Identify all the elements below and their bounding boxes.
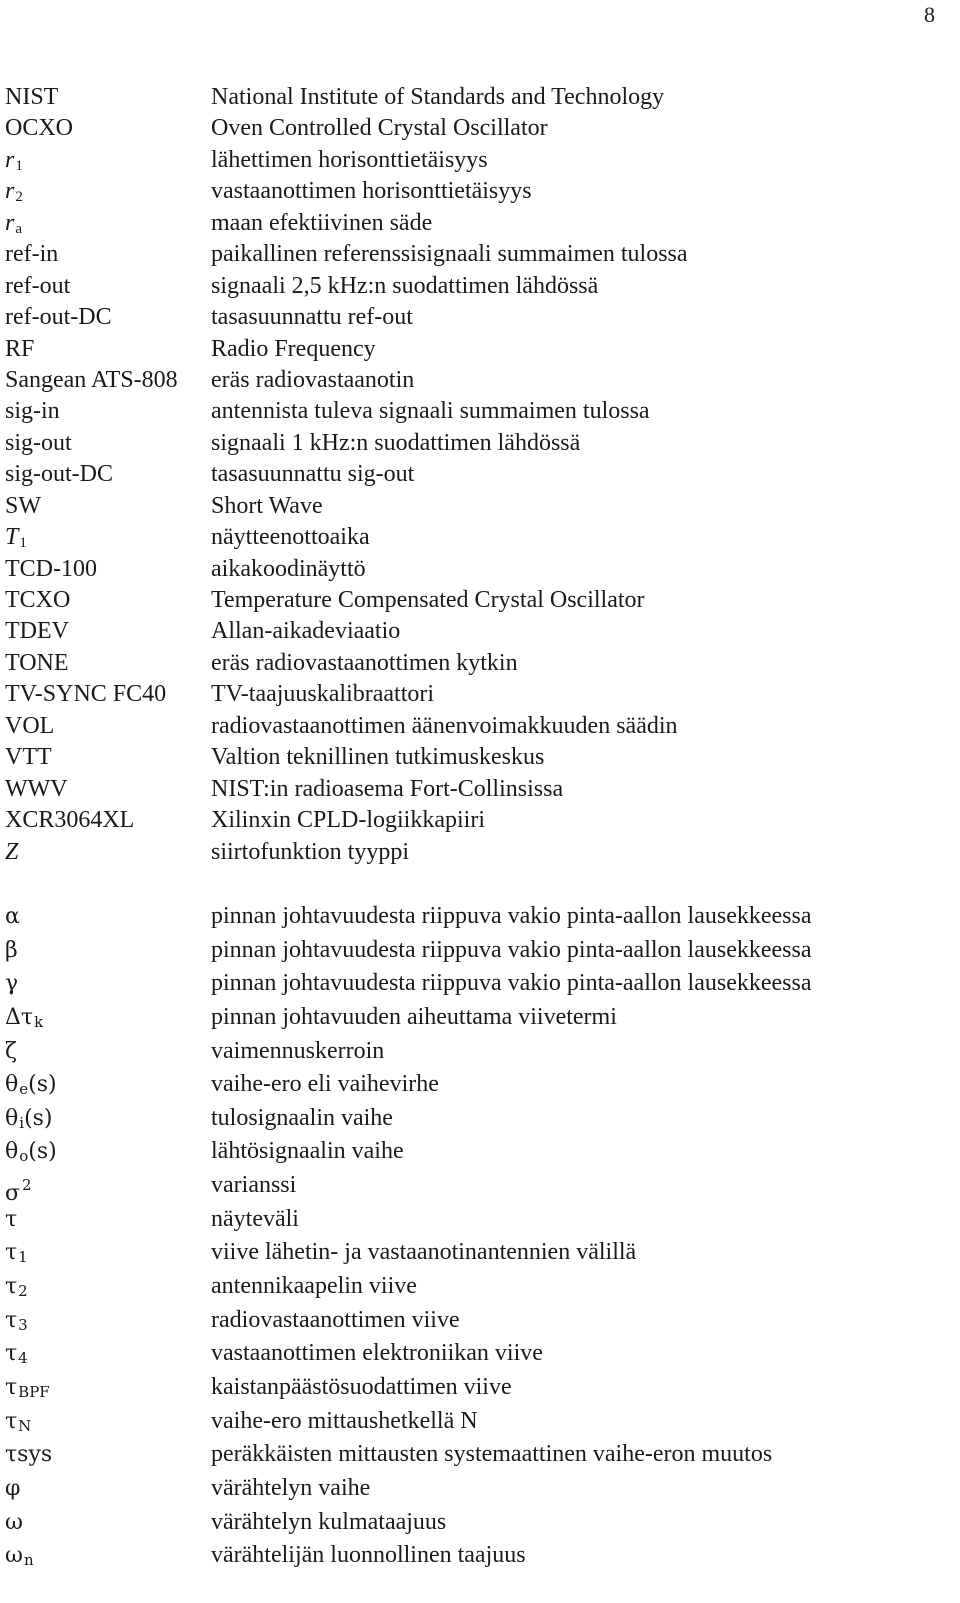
abbreviation-definition: radiovastaanottimen äänenvoimakkuuden säädin (211, 712, 678, 739)
symbol-term (5, 934, 18, 968)
symbol-definition: pinnan johtavuuden aiheuttama viivetermi (211, 1003, 617, 1030)
superscript: 2 (22, 1176, 32, 1195)
abbreviation-definition: vastaanottimen horisonttietäisyys (211, 178, 532, 205)
list-item (5, 1001, 945, 1035)
abbreviation-definition: Oven Controlled Crystal Oscillator (211, 115, 548, 142)
symbol-definition: vastaanottimen elektroniikan viive (211, 1340, 543, 1367)
variable-symbol: r (5, 178, 15, 205)
abbreviation-definition: näytteenottoaika (211, 524, 370, 551)
symbol-list (5, 900, 945, 1573)
variable-symbol: Z (5, 838, 19, 865)
greek-symbol: θ (5, 1072, 19, 1098)
abbreviation-definition: TV-taajuuskalibraattori (211, 681, 435, 708)
list-item (5, 82, 945, 113)
symbol-definition: peräkkäisten mittausten systemaattinen vaihe-eron muutos (211, 1441, 773, 1468)
abbreviation-term: TDEV (5, 618, 69, 645)
symbol-definition: kaistanpäästösuodattimen viive (211, 1373, 512, 1400)
abbreviation-term: VTT (5, 744, 52, 771)
abbreviation-definition: tasasuunnattu ref-out (211, 304, 413, 331)
symbol-term (5, 967, 18, 1001)
symbol-definition: vaihe-ero mittaushetkellä N (211, 1407, 478, 1434)
abbreviation-term: VOL (5, 712, 55, 739)
abbreviation-definition: eräs radiovastaanotin (211, 366, 415, 393)
symbol-definition: pinnan johtavuudesta riippuva vakio pinta-aallon lausekkeessa (211, 936, 812, 963)
abbreviation-term (5, 837, 211, 868)
abbreviation-definition: maan efektiivinen säde (211, 209, 433, 236)
abbreviation-term: NIST (5, 84, 59, 110)
abbreviation-term: TV-SYNC FC40 (5, 681, 167, 708)
abbreviation-term: SW (5, 492, 41, 519)
list-item (5, 459, 945, 490)
list-item (5, 648, 945, 679)
symbol-term (5, 900, 20, 934)
symbol-definition: näyteväli (211, 1205, 299, 1232)
abbreviation-term: XCR3064XL (5, 807, 135, 834)
subscript: N (18, 1416, 32, 1435)
list-item (5, 271, 945, 302)
list-item (5, 491, 945, 522)
abbreviation-definition: lähettimen horisonttietäisyys (211, 146, 488, 173)
abbreviation-term: Sangean ATS-808 (5, 366, 178, 393)
greek-symbol: Δτ (5, 1004, 34, 1030)
subscript: BPF (18, 1382, 50, 1401)
list-item (5, 1337, 945, 1371)
greek-symbol: σ (5, 1181, 21, 1207)
abbreviation-term: ref-out-DC (5, 304, 112, 331)
abbreviation-definition: National Institute of Standards and Technology (211, 84, 665, 110)
list-item (5, 1438, 945, 1472)
list-item (5, 302, 945, 333)
abbreviation-definition: NIST:in radioasema Fort-Collinsissa (211, 775, 564, 802)
greek-symbol: τ (5, 1206, 18, 1232)
subscript: 1 (19, 535, 27, 552)
list-item (5, 1035, 945, 1069)
variable-symbol: r (5, 209, 15, 236)
list-item (5, 145, 945, 176)
abbreviation-term: TONE (5, 649, 69, 676)
symbol-definition: pinnan johtavuudesta riippuva vakio pinta-aallon lausekkeessa (211, 903, 812, 929)
subscript: a (15, 220, 23, 237)
list-item (5, 522, 945, 553)
abbreviation-definition: signaali 2,5 kHz:n suodattimen lähdössä (211, 272, 599, 299)
list-item (5, 805, 945, 836)
greek-symbol: φ (5, 1475, 21, 1501)
abbreviation-term: TCD-100 (5, 555, 97, 582)
abbreviation-term: TCXO (5, 587, 71, 613)
symbol-suffix: sys (17, 1442, 53, 1468)
symbol-definition: viive lähetin- ja vastaanotinantennien välillä (211, 1239, 637, 1266)
abbreviation-term: sig-out-DC (5, 461, 113, 488)
abbreviation-definition: Allan-aikadeviaatio (211, 618, 401, 645)
list-item (5, 208, 945, 239)
greek-symbol: τ (5, 1307, 18, 1333)
greek-symbol: τ (5, 1240, 18, 1266)
greek-symbol: θ (5, 1139, 19, 1165)
symbol-definition: värähtelyn vaihe (211, 1474, 371, 1501)
symbol-definition: lähtösignaalin vaihe (211, 1138, 404, 1165)
subscript: k (34, 1012, 44, 1031)
list-item (5, 239, 945, 270)
symbol-definition: värähtelyn kulmataajuus (211, 1508, 447, 1535)
list-item (5, 1270, 945, 1304)
list-item (5, 1203, 945, 1237)
list-item (5, 428, 945, 459)
abbreviation-term: ref-out (5, 272, 71, 299)
subscript: n (23, 1551, 34, 1570)
subscript: 4 (18, 1349, 28, 1368)
symbol-definition: antennikaapelin viive (211, 1273, 417, 1300)
abbreviation-definition: Temperature Compensated Crystal Oscillator (211, 587, 645, 613)
abbreviation-definition: Short Wave (211, 492, 323, 519)
subscript: o (19, 1147, 29, 1166)
subscript: 2 (15, 189, 23, 206)
abbreviation-term: ref-in (5, 241, 59, 268)
list-item (5, 1304, 945, 1338)
abbreviation-term: RF (5, 335, 35, 362)
symbol-definition: pinnan johtavuudesta riippuva vakio pinta-aallon lausekkeessa (211, 970, 812, 997)
variable-symbol: r (5, 146, 15, 173)
subscript: 1 (18, 1248, 28, 1267)
symbol-suffix: (s) (24, 1105, 53, 1131)
list-item (5, 774, 945, 805)
symbol-term (5, 1472, 20, 1506)
list-item (5, 742, 945, 773)
list-item (5, 334, 945, 365)
greek-symbol: ζ (5, 1038, 17, 1064)
greek-symbol: τ (5, 1374, 18, 1400)
symbol-term (5, 1506, 23, 1540)
list-item (5, 1539, 945, 1573)
symbol-term (5, 1203, 17, 1237)
list-item (5, 554, 945, 585)
list-item (5, 967, 945, 1001)
symbol-term (5, 1035, 17, 1069)
symbol-suffix: (s) (28, 1072, 57, 1098)
abbreviation-definition: eräs radiovastaanottimen kytkin (211, 649, 518, 676)
greek-symbol: ω (5, 1543, 23, 1569)
abbreviation-definition: Valtion teknillinen tutkimuskeskus (211, 744, 545, 771)
greek-symbol: τ (5, 1341, 18, 1367)
subscript: i (19, 1113, 25, 1132)
abbreviation-definition: paikallinen referenssisignaali summaimen tulossa (211, 241, 688, 268)
symbol-definition: vaihe-ero eli vaihevirhe (211, 1071, 439, 1098)
subscript: e (19, 1080, 29, 1099)
list-item (5, 1102, 945, 1136)
subscript: 2 (18, 1282, 28, 1301)
abbreviation-term: WWV (5, 775, 68, 802)
abbreviation-term: sig-in (5, 398, 60, 425)
abbreviation-definition: siirtofunktion tyyppi (211, 838, 409, 865)
abbreviation-definition: Radio Frequency (211, 335, 376, 362)
greek-symbol: ω (5, 1509, 23, 1535)
abbreviation-term: OCXO (5, 115, 74, 142)
list-item (5, 1135, 945, 1169)
symbol-term (5, 1438, 52, 1472)
abbreviation-definition: Xilinxin CPLD-logiikkapiiri (211, 807, 485, 834)
list-item (5, 934, 945, 968)
list-item (5, 585, 945, 616)
abbreviation-term: sig-out (5, 429, 72, 456)
symbol-definition: värähtelijän luonnollinen taajuus (211, 1542, 526, 1569)
list-item (5, 365, 945, 396)
list-item (5, 1472, 945, 1506)
list-item (5, 616, 945, 647)
greek-symbol: θ (5, 1105, 19, 1131)
symbol-definition: radiovastaanottimen viive (211, 1306, 460, 1333)
symbol-definition: tulosignaalin vaihe (211, 1104, 393, 1131)
list-item (5, 176, 945, 207)
list-item (5, 837, 945, 868)
symbol-definition: vaimennuskerroin (211, 1037, 385, 1064)
greek-symbol: γ (5, 971, 19, 997)
list-item (5, 1068, 945, 1102)
list-item (5, 1236, 945, 1270)
abbreviation-definition: aikakoodinäyttö (211, 555, 366, 582)
list-item (5, 679, 945, 710)
variable-symbol: T (5, 524, 19, 551)
page-number: 8 (924, 2, 935, 27)
list-item (5, 396, 945, 427)
subscript: 1 (15, 157, 23, 174)
abbreviation-definition: tasasuunnattu sig-out (211, 461, 415, 488)
symbol-suffix: (s) (28, 1139, 57, 1165)
greek-symbol: α (5, 904, 20, 929)
greek-symbol: τ (5, 1442, 18, 1468)
list-item (5, 711, 945, 742)
abbreviation-definition: antennista tuleva signaali summaimen tulossa (211, 398, 650, 425)
list-item (5, 1405, 945, 1439)
list-item (5, 1371, 945, 1405)
abbreviation-definition: signaali 1 kHz:n suodattimen lähdössä (211, 429, 581, 456)
subscript: 3 (18, 1315, 28, 1334)
greek-symbol: β (5, 937, 18, 963)
greek-symbol: τ (5, 1408, 18, 1434)
list-item (5, 900, 945, 934)
symbol-definition: varianssi (211, 1172, 297, 1199)
greek-symbol: τ (5, 1274, 18, 1300)
symbol-term (5, 1539, 34, 1578)
list-item (5, 113, 945, 144)
list-item (5, 1169, 945, 1207)
abbreviation-list (5, 82, 945, 868)
list-item (5, 1506, 945, 1540)
